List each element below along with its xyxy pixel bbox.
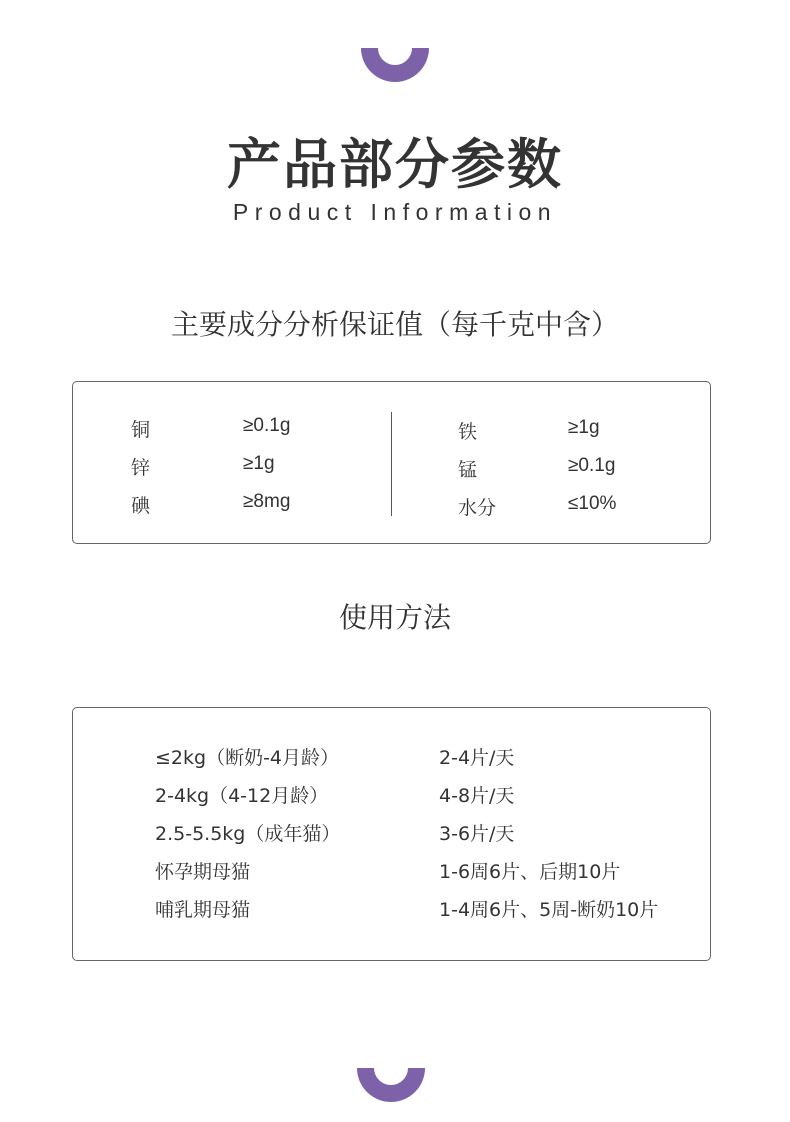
composition-value: ≤10% xyxy=(568,493,617,514)
usage-dosage: 1-6周6片、后期10片 xyxy=(439,861,621,883)
composition-name: 碘 xyxy=(131,495,151,517)
usage-dosage: 3-6片/天 xyxy=(439,823,515,845)
composition-name: 铁 xyxy=(458,421,478,443)
composition-value: ≥8mg xyxy=(243,491,291,512)
usage-target: 怀孕期母猫 xyxy=(155,861,251,883)
composition-value: ≥0.1g xyxy=(243,415,291,436)
usage-dosage: 2-4片/天 xyxy=(439,747,515,769)
composition-name: 水分 xyxy=(458,497,497,519)
half-circle-decoration-icon xyxy=(361,48,429,82)
composition-value: ≥0.1g xyxy=(568,455,616,476)
composition-value: ≥1g xyxy=(568,417,600,438)
page-subtitle: Product Information xyxy=(232,199,558,225)
composition-name: 锰 xyxy=(458,459,478,481)
usage-table xyxy=(72,707,711,961)
usage-heading: 使用方法 xyxy=(338,601,451,634)
composition-name: 铜 xyxy=(131,419,151,441)
usage-dosage: 4-8片/天 xyxy=(439,785,515,807)
usage-target: 2.5-5.5kg（成年猫） xyxy=(155,823,341,845)
composition-value: ≥1g xyxy=(243,453,275,474)
column-divider xyxy=(391,412,392,516)
usage-target: 2-4kg（4-12月龄） xyxy=(155,785,329,807)
composition-name: 锌 xyxy=(131,457,151,479)
half-circle-decoration-icon xyxy=(357,1068,425,1102)
page-title: 产品部分参数 xyxy=(227,133,563,196)
composition-heading: 主要成分分析保证值（每千克中含） xyxy=(170,308,619,341)
usage-dosage: 1-4周6片、5周-断奶10片 xyxy=(439,899,659,921)
composition-table xyxy=(72,381,711,544)
usage-target: ≤2kg（断奶-4月龄） xyxy=(155,747,340,769)
usage-target: 哺乳期母猫 xyxy=(155,899,251,921)
